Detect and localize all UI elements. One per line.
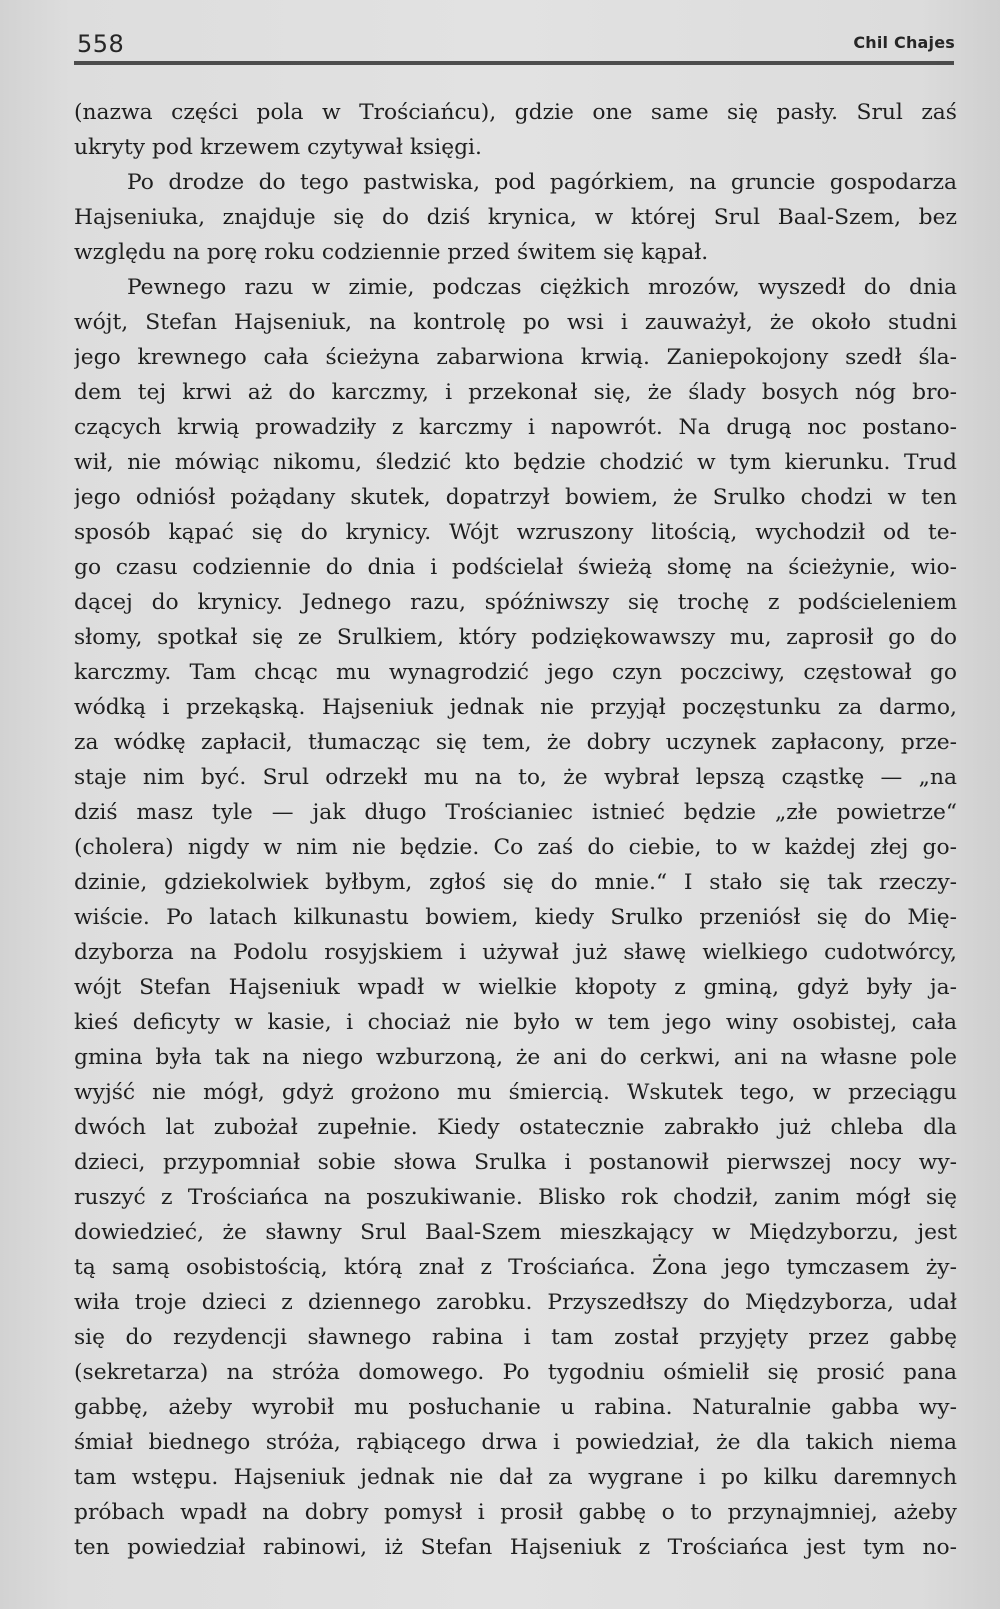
text-line: gmina była tak na niego wzburzoną, że ani do cerkwi, ani na własne pole (74, 1045, 957, 1070)
text-line: go czasu codziennie do dnia i podścielał świeżą słomę na ścieżynie, wio- (74, 555, 957, 580)
text-line: jego odniósł pożądany skutek, dopatrzył bowiem, że Srulko chodzi w ten (74, 485, 957, 510)
text-line: próbach wpadł na dobry pomysł i prosił gabbę o to przynajmniej, ażeby (74, 1500, 957, 1525)
body-text (74, 95, 957, 1565)
text-line: kieś deficyty w kasie, i chociaż nie było w tem jego winy osobistej, cała (74, 1010, 957, 1035)
text-line: wyjść nie mógł, gdyż grożono mu śmiercią. Wskutek tego, w przeciągu (74, 1080, 957, 1105)
text-line: dzyborza na Podolu rosyjskiem i używał już sławę wielkiego cudotwórcy, (74, 940, 957, 965)
text-line: się do rezydencji sławnego rabina i tam został przyjęty przez gabbę (74, 1325, 957, 1350)
text-line: wódką i przekąską. Hajseniuk jednak nie przyjął poczęstunku za darmo, (74, 695, 957, 720)
text-line: ukryty pod krzewem czytywał księgi. (74, 135, 482, 160)
running-head: Chil Chajes (853, 33, 955, 52)
page-number: 558 (77, 30, 125, 58)
text-line: wiście. Po latach kilkunastu bowiem, kiedy Srulko przeniósł się do Mię- (74, 905, 957, 930)
text-line: dzinie, gdziekolwiek byłbym, zgłoś się do mnie.“ I stało się tak rzeczy- (74, 870, 957, 895)
text-line: tą samą osobistością, którą znał z Trościańca. Żona jego tymczasem ży- (74, 1255, 957, 1280)
text-line: ten powiedział rabinowi, iż Stefan Hajseniuk z Trościańca jest tym no- (74, 1535, 957, 1560)
text-line: dziś masz tyle — jak długo Trościaniec istnieć będzie „złe powietrze“ (74, 800, 957, 825)
text-line: za wódkę zapłacił, tłumacząc się tem, że dobry uczynek zapłacony, prze- (74, 730, 957, 755)
text-line: czących krwią prowadziły z karczmy i napowrót. Na drugą noc postano- (74, 415, 957, 440)
text-line: dowiedzieć, że sławny Srul Baal-Szem mieszkający w Międzyborzu, jest (74, 1220, 957, 1245)
text-line: dzieci, przypomniał sobie słowa Srulka i postanowił pierwszej nocy wy- (74, 1150, 957, 1175)
text-line: staje nim być. Srul odrzekł mu na to, że wybrał lepszą cząstkę — „na (74, 765, 957, 790)
text-line: dwóch lat zubożał zupełnie. Kiedy ostatecznie zabrakło już chleba dla (74, 1115, 957, 1140)
text-line: (sekretarza) na stróża domowego. Po tygodniu ośmielił się prosić pana (74, 1360, 957, 1385)
text-line: tam wstępu. Hajseniuk jednak nie dał za wygrane i po kilku daremnych (74, 1465, 957, 1490)
text-line: Pewnego razu w zimie, podczas ciężkich mrozów, wyszedł do dnia (127, 275, 957, 300)
text-line: Po drodze do tego pastwiska, pod pagórkiem, na gruncie gospodarza (127, 170, 957, 195)
text-line: karczmy. Tam chcąc mu wynagrodzić jego czyn poczciwy, częstował go (74, 660, 957, 685)
text-line: wił, nie mówiąc nikomu, śledzić kto będzie chodzić w tym kierunku. Trud (74, 450, 957, 475)
header-rule (74, 61, 954, 65)
text-line: wiła troje dzieci z dziennego zarobku. Przyszedłszy do Międzyborza, udał (74, 1290, 957, 1315)
text-line: (nazwa części pola w Trościańcu), gdzie one same się pasły. Srul zaś (74, 100, 957, 125)
text-line: dącej do krynicy. Jednego razu, spóźniwszy się trochę z podścieleniem (74, 590, 957, 615)
text-line: słomy, spotkał się ze Srulkiem, który podziękowawszy mu, zaprosił go do (74, 625, 957, 650)
text-line: wójt, Stefan Hajseniuk, na kontrolę po wsi i zauważył, że około studni (74, 310, 957, 335)
text-line: wójt Stefan Hajseniuk wpadł w wielkie kłopoty z gminą, gdyż były ja- (74, 975, 957, 1000)
text-line: względu na porę roku codziennie przed świtem się kąpał. (74, 240, 709, 265)
text-line: śmiał biednego stróża, rąbiącego drwa i powiedział, że dla takich niema (74, 1430, 957, 1455)
text-line: (cholera) nigdy w nim nie będzie. Co zaś do ciebie, to w każdej złej go- (74, 835, 957, 860)
text-line: dem tej krwi aż do karczmy, i przekonał się, że ślady bosych nóg bro- (74, 380, 957, 405)
text-line: gabbę, ażeby wyrobił mu posłuchanie u rabina. Naturalnie gabba wy- (74, 1395, 957, 1420)
page-header (77, 30, 955, 60)
text-line: Hajseniuka, znajduje się do dziś krynica, w której Srul Baal-Szem, bez (74, 205, 957, 230)
text-line: ruszyć z Trościańca na poszukiwanie. Blisko rok chodził, zanim mógł się (74, 1185, 957, 1210)
text-line: jego krewnego cała ścieżyna zabarwiona krwią. Zaniepokojony szedł śla- (74, 345, 957, 370)
text-line: sposób kąpać się do krynicy. Wójt wzruszony litością, wychodził od te- (74, 520, 957, 545)
